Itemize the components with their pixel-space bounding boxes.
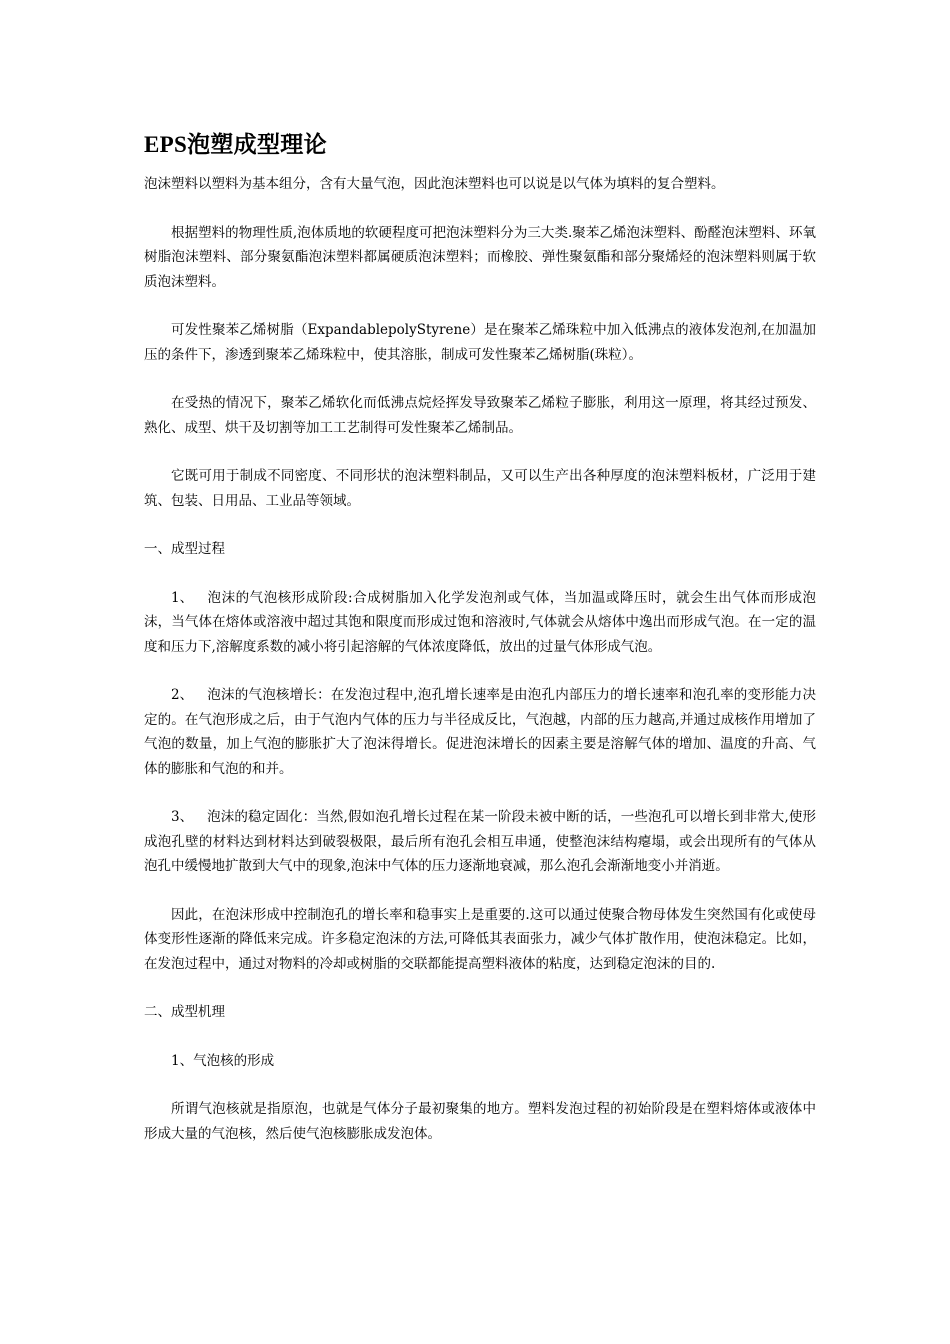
intro-paragraph: 泡沫塑料以塑料为基本组分，含有大量气泡，因此泡沫塑料也可以说是以气体为填料的复合塑料。: [144, 176, 725, 192]
body-paragraph: 它既可用于制成不同密度、不同形状的泡沫塑料制品，又可以生产出各种厚度的泡沫塑料板材，广泛用于建筑、包装、日用品、工业品等领域。: [144, 468, 816, 509]
item-text: 泡沫的气泡核形成阶段:合成树脂加入化学发泡剂或气体，当加温或降压时，就会生出气体而形成泡沫，当气体在熔体或溶液中超过其饱和限度而形成过饱和溶液时,气体就会从熔体中逸出而形成气泡。在一定的温度和压力下,溶解度系数的减小将引起溶解的气体浓度降低，放出的过量气体形成气泡。: [144, 589, 816, 655]
item-number: 3、: [171, 809, 194, 825]
body-paragraph: 所谓气泡核就是指原泡，也就是气体分子最初聚集的地方。塑料发泡过程的初始阶段是在塑料熔体或液体中形成大量的气泡核，然后使气泡核膨胀成发泡体。: [144, 1101, 816, 1142]
item-text: 泡沫的气泡核增长：在发泡过程中,泡孔增长速率是由泡孔内部压力的增长速率和泡孔率的变形能力决定的。在气泡形成之后，由于气泡内气体的压力与半径成反比，气泡越，内部的压力越高,并通过成核作用增加了气泡的数量，加上气泡的膨胀扩大了泡沫得增长。促进泡沫增长的因素主要是溶解气体的增加、温度的升高、气体的膨胀和气泡的和并。: [144, 687, 816, 777]
body-paragraph: 因此，在泡沫形成中控制泡孔的增长率和稳事实上是重要的.这可以通过使聚合物母体发生突然国有化或使母体变形性逐渐的降低来完成。许多稳定泡沫的方法,可降低其表面张力，减少气体扩散作用，使泡沫稳定。比如，在发泡过程中，通过对物料的冷却或树脂的交联都能提高塑料液体的粘度，达到稳定泡沫的目的.: [144, 906, 816, 972]
item-text: 泡沫的稳定固化：当然,假如泡孔增长过程在某一阶段未被中断的话，一些泡孔可以增长到非常大,使形成泡孔壁的材料达到材料达到破裂极限，最后所有泡孔会相互串通，使整泡沫结构瘪塌，或会出现所有的气体从泡孔中缓慢地扩散到大气中的现象,泡沫中气体的压力逐渐地衰减，那么泡孔会渐渐地变小并消逝。: [144, 809, 816, 874]
document-page: [144, 130, 816, 1170]
body-paragraph: 可发性聚苯乙烯树脂（ExpandablepolyStyrene）是在聚苯乙烯珠粒中加入低沸点的液体发泡剂,在加温加压的条件下，渗透到聚苯乙烯珠粒中，使其溶胀，制成可发性聚苯乙烯树脂(珠粒）。: [144, 322, 816, 363]
document-title: EPS泡塑成型理论: [144, 132, 327, 157]
section-heading: 一、成型过程: [144, 541, 225, 557]
subsection-heading: 1、气泡核的形成: [171, 1052, 275, 1069]
section-heading: 二、成型机理: [144, 1004, 225, 1020]
item-number: 1、: [171, 589, 194, 606]
item-number: 2、: [171, 687, 194, 703]
numbered-item: [144, 683, 816, 781]
body-paragraph: 在受热的情况下，聚苯乙烯软化而低沸点烷烃挥发导致聚苯乙烯粒子膨胀，利用这一原理，将其经过预发、熟化、成型、烘干及切割等加工工艺制得可发性聚苯乙烯制品。: [144, 395, 816, 436]
body-paragraph: 根据塑料的物理性质,泡体质地的软硬程度可把泡沫塑料分为三大类.聚苯乙烯泡沫塑料、酚醛泡沫塑料、环氧树脂泡沫塑料、部分聚氨酯泡沫塑料都属硬质泡沫塑料；而橡胶、弹性聚氨酯和部分聚烯烃的泡沫塑料则属于软质泡沫塑料。: [144, 224, 816, 290]
numbered-item: [144, 805, 816, 879]
numbered-item: [144, 586, 816, 660]
